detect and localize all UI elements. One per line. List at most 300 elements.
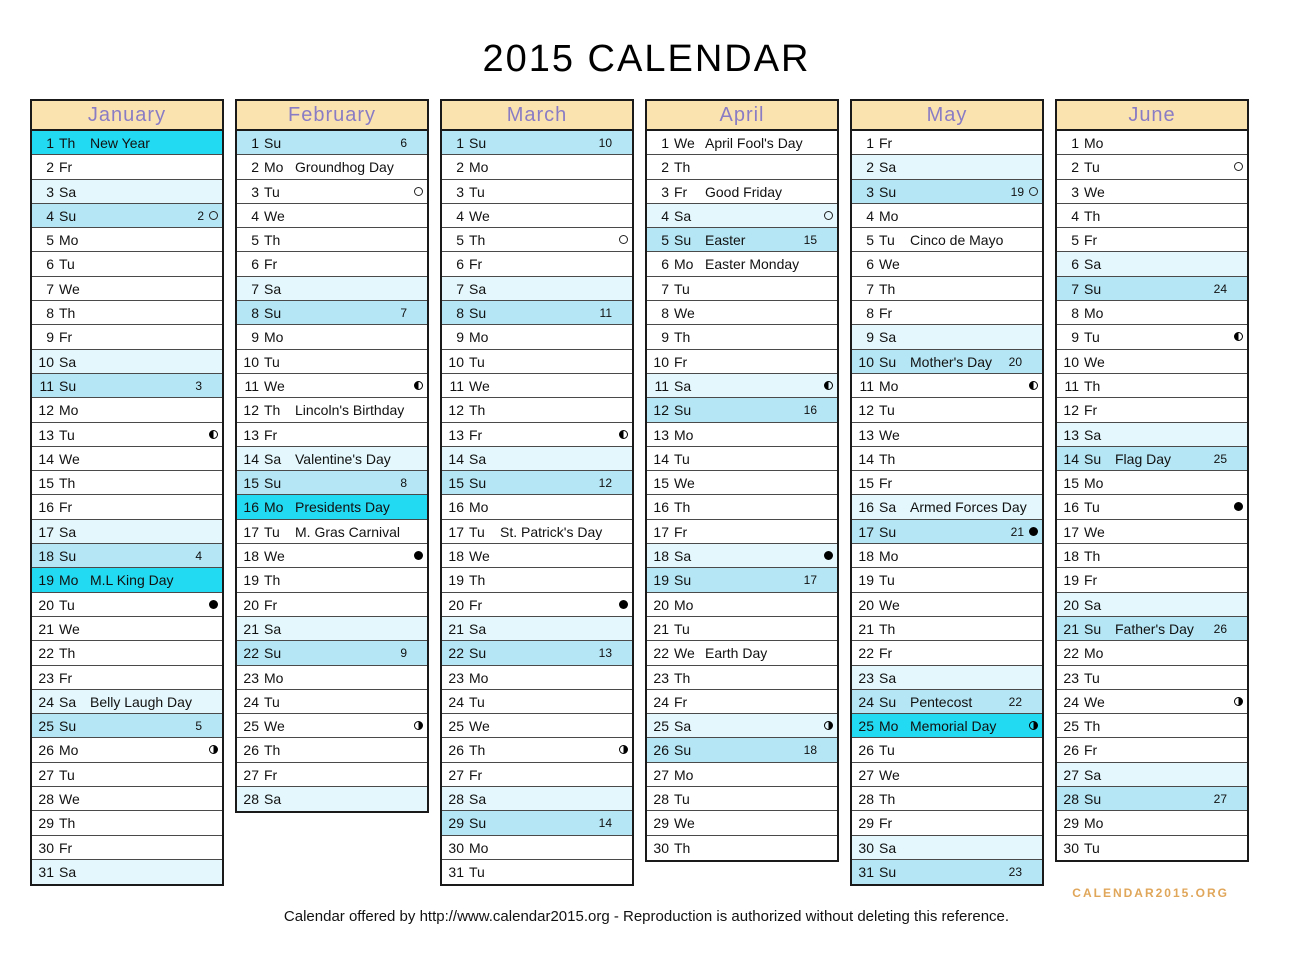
day-name: Tu <box>1084 329 1100 346</box>
month-february <box>235 99 429 813</box>
day-name: Sa <box>469 280 487 297</box>
day-name: Sa <box>1084 596 1102 613</box>
day-name: Su <box>674 742 692 759</box>
day-row <box>32 763 222 787</box>
day-name: Sa <box>469 450 487 467</box>
day-number: 23 <box>243 669 259 686</box>
day-row <box>1057 228 1247 252</box>
day-number: 31 <box>38 863 54 880</box>
day-name: Tu <box>674 450 690 467</box>
day-number: 22 <box>448 645 464 662</box>
day-number: 26 <box>448 742 464 759</box>
day-row <box>852 398 1042 422</box>
day-row <box>237 423 427 447</box>
day-name: Su <box>1084 791 1102 808</box>
day-number: 13 <box>1063 426 1079 443</box>
day-row <box>32 593 222 617</box>
day-name: Sa <box>674 377 692 394</box>
day-name: Sa <box>469 791 487 808</box>
day-number: 20 <box>858 596 874 613</box>
day-row <box>1057 471 1247 495</box>
day-name: Su <box>264 305 282 322</box>
day-row <box>647 423 837 447</box>
day-number: 23 <box>1063 669 1079 686</box>
day-name: Fr <box>59 839 73 856</box>
day-row <box>442 471 632 495</box>
day-name: Fr <box>469 766 483 783</box>
week-number: 19 <box>1010 184 1024 199</box>
day-row <box>647 738 837 762</box>
day-row <box>237 447 427 471</box>
day-name: We <box>674 305 695 322</box>
day-number: 24 <box>653 693 669 710</box>
day-name: Mo <box>264 159 284 176</box>
day-number: 27 <box>38 766 54 783</box>
day-number: 28 <box>653 791 669 808</box>
day-name: Su <box>674 402 692 419</box>
day-row <box>1057 131 1247 155</box>
day-number: 5 <box>866 232 874 249</box>
day-name: We <box>469 377 490 394</box>
day-number: 15 <box>1063 475 1079 492</box>
day-number: 17 <box>38 523 54 540</box>
day-name: Fr <box>1084 232 1098 249</box>
day-number: 8 <box>1071 305 1079 322</box>
day-row <box>32 325 222 349</box>
day-name: Th <box>264 742 281 759</box>
new-moon-icon <box>414 551 423 560</box>
day-row <box>442 690 632 714</box>
day-name: We <box>469 207 490 224</box>
first-quarter-moon-icon <box>619 745 628 754</box>
day-name: We <box>59 280 80 297</box>
day-row <box>1057 447 1247 471</box>
day-number: 29 <box>653 815 669 832</box>
day-name: Sa <box>1084 766 1102 783</box>
day-name: Tu <box>879 402 895 419</box>
day-row <box>647 301 837 325</box>
week-number: 6 <box>400 136 407 150</box>
day-number: 30 <box>38 839 54 856</box>
day-name: Su <box>469 135 487 151</box>
day-row <box>647 787 837 811</box>
day-row <box>442 738 632 762</box>
day-row <box>647 350 837 374</box>
day-row <box>1057 690 1247 714</box>
day-name: Mo <box>59 742 79 759</box>
day-row <box>852 423 1042 447</box>
day-name: Fr <box>59 499 73 516</box>
day-row <box>1057 593 1247 617</box>
day-row <box>852 447 1042 471</box>
day-row <box>852 763 1042 787</box>
week-number: 12 <box>598 476 612 491</box>
day-number: 13 <box>38 426 54 443</box>
day-number: 8 <box>456 305 464 322</box>
week-number: 7 <box>400 306 407 321</box>
day-number: 20 <box>38 596 54 613</box>
month-june <box>1055 99 1249 862</box>
day-row <box>32 398 222 422</box>
day-row <box>32 495 222 519</box>
day-name: Th <box>264 402 281 419</box>
day-number: 21 <box>1063 620 1079 637</box>
day-row <box>237 593 427 617</box>
day-name: Tu <box>674 280 690 297</box>
day-row <box>237 495 427 519</box>
holiday-label: Cinco de Mayo <box>910 232 1004 249</box>
day-row <box>32 520 222 544</box>
day-number: 30 <box>858 839 874 856</box>
day-number: 27 <box>1063 766 1079 783</box>
day-row <box>442 495 632 519</box>
day-row <box>237 520 427 544</box>
day-name: Sa <box>879 159 897 176</box>
week-number: 5 <box>195 719 202 734</box>
day-number: 10 <box>858 353 874 370</box>
day-number: 29 <box>858 815 874 832</box>
day-name: We <box>59 620 80 637</box>
day-row <box>1057 155 1247 179</box>
week-number: 26 <box>1213 621 1227 636</box>
day-name: Th <box>1084 377 1101 394</box>
day-name: Fr <box>879 305 893 322</box>
day-number: 16 <box>448 499 464 516</box>
day-name: Fr <box>879 135 893 151</box>
day-row <box>647 811 837 835</box>
day-name: Th <box>469 572 486 589</box>
day-row <box>647 155 837 179</box>
day-name: Sa <box>59 693 77 710</box>
day-number: 1 <box>456 135 464 151</box>
brand-logo-text: CALENDAR2015.ORG <box>1072 886 1229 900</box>
day-number: 14 <box>448 450 464 467</box>
day-row <box>1057 374 1247 398</box>
day-name: Fr <box>1084 402 1098 419</box>
day-row <box>32 860 222 884</box>
day-number: 25 <box>1063 718 1079 735</box>
day-name: Th <box>1084 207 1101 224</box>
holiday-label: Groundhog Day <box>295 159 394 176</box>
day-row <box>647 544 837 568</box>
day-name: Su <box>469 305 487 322</box>
day-row <box>647 641 837 665</box>
day-row <box>442 252 632 276</box>
day-row <box>442 544 632 568</box>
day-row <box>237 568 427 592</box>
day-name: We <box>264 377 285 394</box>
week-number: 16 <box>803 403 817 418</box>
day-number: 6 <box>661 256 669 273</box>
holiday-label: Belly Laugh Day <box>90 693 192 710</box>
day-name: We <box>469 718 490 735</box>
day-name: Tu <box>674 620 690 637</box>
day-row <box>647 617 837 641</box>
day-number: 20 <box>653 596 669 613</box>
day-row <box>1057 544 1247 568</box>
day-row <box>32 350 222 374</box>
day-row <box>852 374 1042 398</box>
day-number: 7 <box>866 280 874 297</box>
day-number: 21 <box>38 620 54 637</box>
day-name: Th <box>264 232 281 249</box>
day-number: 3 <box>866 183 874 200</box>
day-name: Sa <box>674 718 692 735</box>
last-quarter-moon-icon <box>619 430 628 439</box>
day-row <box>32 155 222 179</box>
day-row <box>32 228 222 252</box>
day-row <box>32 301 222 325</box>
day-number: 8 <box>251 305 259 322</box>
day-row <box>852 204 1042 228</box>
day-number: 17 <box>858 523 874 540</box>
day-name: We <box>1084 693 1105 710</box>
day-row <box>442 617 632 641</box>
day-number: 19 <box>448 572 464 589</box>
day-number: 24 <box>1063 693 1079 710</box>
day-number: 18 <box>858 548 874 565</box>
day-row <box>237 738 427 762</box>
day-number: 4 <box>46 207 54 224</box>
last-quarter-moon-icon <box>1029 381 1038 390</box>
day-row <box>852 666 1042 690</box>
day-row <box>647 277 837 301</box>
day-row <box>852 617 1042 641</box>
day-row <box>32 180 222 204</box>
day-number: 26 <box>858 742 874 759</box>
day-row <box>647 763 837 787</box>
day-number: 11 <box>859 377 874 394</box>
day-name: We <box>674 815 695 832</box>
day-row <box>32 738 222 762</box>
week-number: 15 <box>803 233 817 248</box>
day-name: Mo <box>1084 305 1104 322</box>
day-number: 15 <box>38 475 54 492</box>
day-name: Th <box>879 620 896 637</box>
day-name: Su <box>59 377 77 394</box>
day-row <box>1057 738 1247 762</box>
day-name: Sa <box>1084 426 1102 443</box>
day-number: 5 <box>661 232 669 249</box>
day-row <box>442 568 632 592</box>
day-name: We <box>1084 353 1105 370</box>
day-name: Mo <box>59 572 79 589</box>
week-number: 9 <box>400 646 407 661</box>
day-name: Su <box>264 475 282 492</box>
day-name: Mo <box>674 426 694 443</box>
day-number: 3 <box>251 183 259 200</box>
day-name: We <box>879 766 900 783</box>
day-number: 4 <box>251 207 259 224</box>
day-name: Th <box>59 815 76 832</box>
week-number: 20 <box>1008 354 1022 369</box>
holiday-label: Earth Day <box>705 645 768 662</box>
day-number: 20 <box>448 596 464 613</box>
day-name: Th <box>879 280 896 297</box>
day-number: 12 <box>448 402 464 419</box>
day-name: Tu <box>59 596 75 613</box>
day-number: 9 <box>1071 329 1079 346</box>
day-row <box>852 155 1042 179</box>
day-number: 8 <box>46 305 54 322</box>
month-april <box>645 99 839 862</box>
day-row <box>647 180 837 204</box>
day-name: Tu <box>264 523 280 540</box>
day-name: Tu <box>469 183 485 200</box>
day-row <box>647 252 837 276</box>
day-name: Tu <box>1084 839 1100 856</box>
day-row <box>647 666 837 690</box>
day-row <box>1057 763 1247 787</box>
day-row <box>647 471 837 495</box>
full-moon-icon <box>414 187 423 196</box>
day-name: Su <box>1084 450 1102 467</box>
day-number: 9 <box>456 329 464 346</box>
day-number: 10 <box>653 353 669 370</box>
day-name: Tu <box>59 426 75 443</box>
page-title: 2015 CALENDAR <box>482 38 811 80</box>
day-row <box>852 325 1042 349</box>
day-number: 23 <box>858 669 874 686</box>
day-row <box>442 350 632 374</box>
day-number: 5 <box>251 232 259 249</box>
day-name: Mo <box>264 669 284 686</box>
day-number: 10 <box>1063 353 1079 370</box>
day-row <box>852 131 1042 155</box>
day-name: Sa <box>879 499 897 516</box>
day-name: Tu <box>264 693 280 710</box>
day-number: 1 <box>1071 135 1079 151</box>
day-row <box>442 447 632 471</box>
day-number: 22 <box>653 645 669 662</box>
day-number: 13 <box>243 426 259 443</box>
day-name: Fr <box>674 353 688 370</box>
day-row <box>237 374 427 398</box>
day-row <box>237 325 427 349</box>
day-row <box>852 593 1042 617</box>
day-row <box>442 131 632 155</box>
day-number: 3 <box>661 183 669 200</box>
day-number: 22 <box>38 645 54 662</box>
day-number: 21 <box>243 620 259 637</box>
day-row <box>442 277 632 301</box>
day-number: 12 <box>653 402 669 419</box>
day-name: Mo <box>469 669 489 686</box>
day-name: Mo <box>264 499 284 516</box>
day-number: 2 <box>866 159 874 176</box>
day-number: 29 <box>448 815 464 832</box>
day-name: Su <box>1084 620 1102 637</box>
month-march <box>440 99 634 886</box>
day-number: 24 <box>858 693 874 710</box>
day-number: 19 <box>38 572 54 589</box>
new-moon-icon <box>1029 527 1038 536</box>
day-row <box>1057 325 1247 349</box>
day-row <box>647 690 837 714</box>
day-row <box>1057 204 1247 228</box>
last-quarter-moon-icon <box>209 430 218 439</box>
day-row <box>852 836 1042 860</box>
day-number: 25 <box>448 718 464 735</box>
day-row <box>32 787 222 811</box>
day-number: 28 <box>858 791 874 808</box>
day-row <box>442 204 632 228</box>
day-row <box>32 471 222 495</box>
day-row <box>647 568 837 592</box>
day-number: 1 <box>251 135 259 151</box>
day-number: 29 <box>38 815 54 832</box>
day-row <box>237 204 427 228</box>
day-name: Fr <box>264 426 278 443</box>
day-number: 1 <box>866 135 874 151</box>
day-number: 12 <box>243 402 259 419</box>
day-number: 30 <box>653 839 669 856</box>
day-row <box>237 617 427 641</box>
day-number: 6 <box>1071 256 1079 273</box>
day-number: 25 <box>243 718 259 735</box>
day-row <box>32 568 222 592</box>
day-name: Mo <box>879 548 899 565</box>
day-number: 18 <box>448 548 464 565</box>
month-header: June <box>1057 101 1247 131</box>
day-number: 17 <box>448 523 464 540</box>
day-row <box>852 641 1042 665</box>
day-row <box>852 277 1042 301</box>
day-name: Fr <box>469 426 483 443</box>
day-row <box>32 666 222 690</box>
day-number: 21 <box>448 620 464 637</box>
day-name: Fr <box>469 596 483 613</box>
day-number: 4 <box>866 207 874 224</box>
day-number: 18 <box>653 548 669 565</box>
day-row <box>647 447 837 471</box>
day-name: Tu <box>674 791 690 808</box>
day-number: 4 <box>661 207 669 224</box>
day-number: 15 <box>858 475 874 492</box>
day-name: Tu <box>879 572 895 589</box>
holiday-label: Flag Day <box>1115 450 1172 467</box>
day-name: Mo <box>264 329 284 346</box>
day-number: 22 <box>1063 645 1079 662</box>
day-number: 22 <box>243 645 259 662</box>
day-row <box>32 252 222 276</box>
day-name: Sa <box>59 863 77 880</box>
day-row <box>442 228 632 252</box>
month-may <box>850 99 1044 886</box>
day-name: Sa <box>59 353 77 370</box>
day-number: 25 <box>653 718 669 735</box>
day-row <box>32 374 222 398</box>
last-quarter-moon-icon <box>1234 332 1243 341</box>
month-header: February <box>237 101 427 131</box>
day-number: 16 <box>1063 499 1079 516</box>
day-name: Th <box>59 305 76 322</box>
day-number: 13 <box>448 426 464 443</box>
day-name: Th <box>674 329 691 346</box>
day-number: 29 <box>1063 815 1079 832</box>
day-name: Mo <box>469 499 489 516</box>
holiday-label: M.L King Day <box>90 572 174 589</box>
day-name: Th <box>59 135 76 151</box>
full-moon-icon <box>619 235 628 244</box>
day-row <box>237 131 427 155</box>
new-moon-icon <box>824 551 833 560</box>
holiday-label: Pentecost <box>910 693 973 710</box>
day-row <box>852 714 1042 738</box>
first-quarter-moon-icon <box>209 745 218 754</box>
day-row <box>237 180 427 204</box>
day-number: 23 <box>38 669 54 686</box>
